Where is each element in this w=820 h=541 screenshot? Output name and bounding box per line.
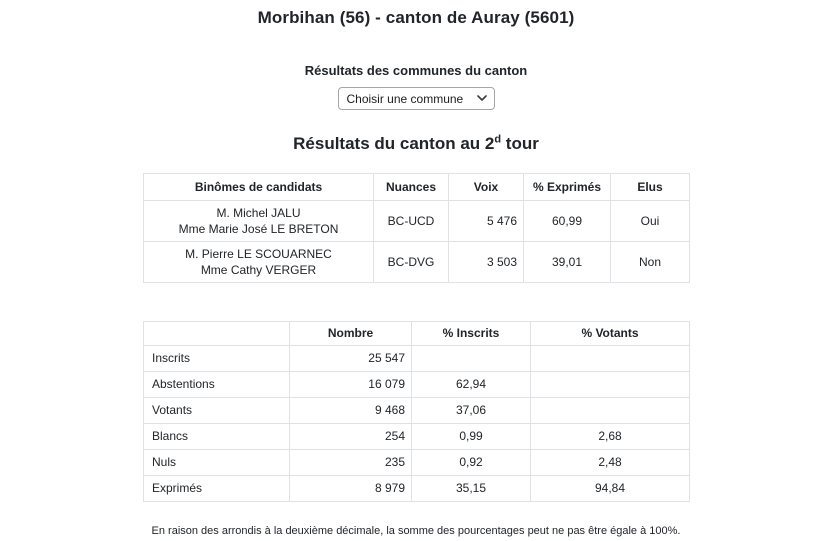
pct-votants-cell xyxy=(531,398,690,424)
canton-results-title xyxy=(143,134,689,154)
row-label: Blancs xyxy=(144,424,290,450)
page-title: Morbihan (56) - canton de Auray (5601) xyxy=(257,8,575,27)
nuance-cell: BC-UCD xyxy=(374,201,449,242)
nuance-cell: BC-DVG xyxy=(374,242,449,283)
pct-inscrits-cell: 37,06 xyxy=(412,398,531,424)
pct-inscrits-cell xyxy=(412,346,531,372)
pct-inscrits-cell: 62,94 xyxy=(412,372,531,398)
pct-inscrits-cell: 0,92 xyxy=(412,450,531,476)
nombre-cell: 16 079 xyxy=(290,372,412,398)
commune-select-wrap xyxy=(338,87,495,110)
column-header-nuances: Nuances xyxy=(374,174,449,201)
column-header-pct-exprimes: % Exprimés xyxy=(524,174,611,201)
pct-votants-cell xyxy=(531,372,690,398)
candidate-names-cell xyxy=(144,201,374,242)
candidates-header-row xyxy=(144,174,690,201)
row-label: Votants xyxy=(144,398,290,424)
canton-results-title-sup: d xyxy=(494,133,502,146)
pct-inscrits-cell: 35,15 xyxy=(412,476,531,502)
column-header-pct-votants: % Votants xyxy=(531,322,690,346)
participation-table xyxy=(143,321,690,502)
row-label: Inscrits xyxy=(144,346,290,372)
nombre-cell: 8 979 xyxy=(290,476,412,502)
elus-cell: Non xyxy=(611,242,690,283)
canton-results-title-prefix: Résultats du canton au 2 xyxy=(293,134,495,153)
column-header-empty xyxy=(144,322,290,346)
pct-votants-cell: 2,48 xyxy=(531,450,690,476)
page-container xyxy=(143,8,689,537)
footnote: En raison des arrondis à la deuxième décimale, la somme des pourcentages peut ne pas être égale à 100%. xyxy=(151,525,681,537)
table-row xyxy=(144,346,690,372)
table-row xyxy=(144,476,690,502)
pct-inscrits-cell: 0,99 xyxy=(412,424,531,450)
column-header-pct-inscrits: % Inscrits xyxy=(412,322,531,346)
table-row xyxy=(144,242,690,283)
pct-votants-cell xyxy=(531,346,690,372)
table-row xyxy=(144,450,690,476)
pct-votants-cell: 94,84 xyxy=(531,476,690,502)
elus-cell: Oui xyxy=(611,201,690,242)
nombre-cell: 254 xyxy=(290,424,412,450)
pct-votants-cell: 2,68 xyxy=(531,424,690,450)
table-row xyxy=(144,201,690,242)
table-row xyxy=(144,424,690,450)
candidate-name-line: Mme Cathy VERGER xyxy=(200,263,317,277)
column-header-nombre: Nombre xyxy=(290,322,412,346)
nombre-cell: 25 547 xyxy=(290,346,412,372)
candidate-name-line: M. Michel JALU xyxy=(216,206,301,220)
candidate-name-line: Mme Marie José LE BRETON xyxy=(178,222,339,236)
row-label: Abstentions xyxy=(144,372,290,398)
canton-results-title-suffix: tour xyxy=(501,134,539,153)
row-label: Nuls xyxy=(144,450,290,476)
table-row xyxy=(144,372,690,398)
table-row xyxy=(144,398,690,424)
pct-exprimes-cell: 60,99 xyxy=(524,201,611,242)
commune-select-row xyxy=(143,87,689,110)
nombre-cell: 235 xyxy=(290,450,412,476)
candidate-names-cell xyxy=(144,242,374,283)
column-header-binomes: Binômes de candidats xyxy=(144,174,374,201)
participation-header-row xyxy=(144,322,690,346)
column-header-voix: Voix xyxy=(449,174,524,201)
column-header-elus: Elus xyxy=(611,174,690,201)
candidates-table xyxy=(143,173,690,283)
row-label: Exprimés xyxy=(144,476,290,502)
pct-exprimes-cell: 39,01 xyxy=(524,242,611,283)
nombre-cell: 9 468 xyxy=(290,398,412,424)
commune-select[interactable] xyxy=(338,87,495,110)
communes-section-title: Résultats des communes du canton xyxy=(304,63,528,78)
candidate-name-line: M. Pierre LE SCOUARNEC xyxy=(185,247,332,261)
voix-cell: 5 476 xyxy=(449,201,524,242)
voix-cell: 3 503 xyxy=(449,242,524,283)
